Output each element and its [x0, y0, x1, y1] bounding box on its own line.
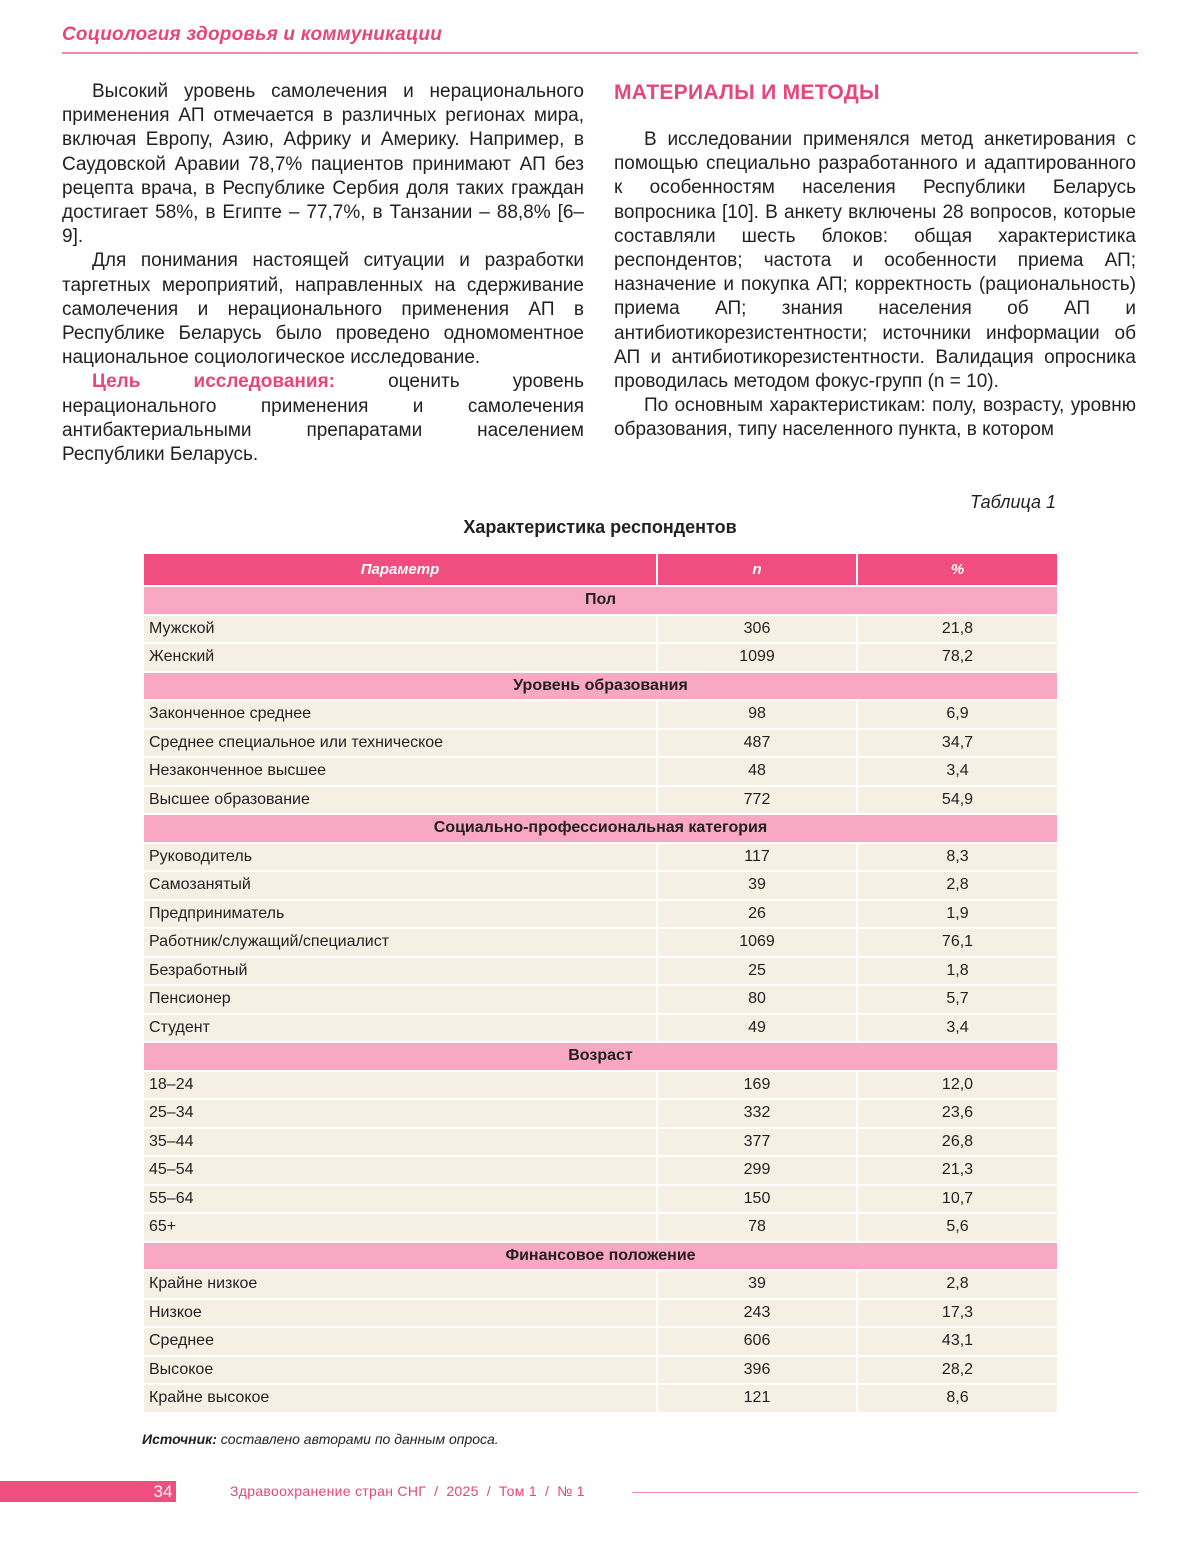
row-label: Руководитель: [144, 844, 656, 871]
table-group-row: [144, 673, 1057, 700]
table-row: [144, 616, 1057, 643]
row-n: 39: [658, 872, 856, 899]
row-label: Среднее специальное или техническое: [144, 730, 656, 757]
row-pct: 1,9: [858, 901, 1057, 928]
left-paragraph-1: Высокий уровень самолечения и нерационального применения АП отмечается в различных регионах мира, включая Европу, Азию, Африку и Америку. Например, в Саудовской Аравии 78,7% пациентов принимают АП без рецепта врача, в Республике Сербия доля таких граждан достигает 58%, в Египте – 77,7%, в Танзании – 88,8% [6–9].: [62, 81, 584, 248]
table-group-row: [144, 1043, 1057, 1070]
row-pct: 21,3: [858, 1157, 1057, 1184]
table-title: Характеристика респондентов: [463, 517, 737, 537]
goal-label: Цель исследования:: [92, 371, 335, 393]
table-row: [144, 872, 1057, 899]
footer-rule: [632, 1492, 1138, 1493]
row-label: Самозанятый: [144, 872, 656, 899]
table-group-row: [144, 587, 1057, 614]
row-label: Высокое: [144, 1357, 656, 1384]
row-pct: 8,3: [858, 844, 1057, 871]
row-pct: 26,8: [858, 1129, 1057, 1156]
row-pct: 1,8: [858, 958, 1057, 985]
table-header-row: [144, 554, 1057, 585]
row-pct: 5,6: [858, 1214, 1057, 1241]
table-row: [144, 901, 1057, 928]
row-pct: 10,7: [858, 1186, 1057, 1213]
row-pct: 3,4: [858, 1015, 1057, 1042]
row-pct: 2,8: [858, 872, 1057, 899]
table-row: [144, 787, 1057, 814]
header-n: n: [658, 554, 856, 585]
row-pct: 28,2: [858, 1357, 1057, 1384]
row-label: Незаконченное высшее: [144, 758, 656, 785]
row-label: Студент: [144, 1015, 656, 1042]
table-body: [144, 587, 1057, 1412]
row-n: 121: [658, 1385, 856, 1412]
row-pct: 23,6: [858, 1100, 1057, 1127]
table-row: [144, 1072, 1057, 1099]
table-row: [144, 1015, 1057, 1042]
table-row: [144, 1129, 1057, 1156]
row-label: Женский: [144, 644, 656, 671]
goal-text: оценить уровень нерационального применения и самолечения антибактериальными препаратами населением Республики Беларусь.: [62, 371, 584, 466]
table-row: [144, 844, 1057, 871]
row-pct: 2,8: [858, 1271, 1057, 1298]
table-row: [144, 1300, 1057, 1327]
section-heading: МАТЕРИАЛЫ И МЕТОДЫ: [614, 81, 880, 104]
table-row: [144, 644, 1057, 671]
row-label: Высшее образование: [144, 787, 656, 814]
header-pct: %: [858, 554, 1057, 585]
row-pct: 17,3: [858, 1300, 1057, 1327]
footer-issue: № 1: [557, 1483, 585, 1499]
right-paragraph-2: По основным характеристикам: полу, возрасту, уровню образования, типу населенного пункта, в котором: [614, 395, 1136, 441]
group-title: Социально-профессиональная категория: [144, 815, 1057, 842]
footer-journal-info: Здравоохранение стран СНГ / 2025 / Том 1 / № 1: [230, 1483, 585, 1499]
row-n: 243: [658, 1300, 856, 1327]
row-label: 55–64: [144, 1186, 656, 1213]
table-row: [144, 986, 1057, 1013]
row-label: 18–24: [144, 1072, 656, 1099]
row-label: Среднее: [144, 1328, 656, 1355]
source-text: составлено авторами по данным опроса.: [216, 1431, 499, 1447]
running-header: Социология здоровья и коммуникации: [62, 24, 443, 45]
footer-year: 2025: [446, 1483, 479, 1499]
header-rule: [62, 52, 1138, 54]
table-group-row: [144, 815, 1057, 842]
row-n: 78: [658, 1214, 856, 1241]
table-row: [144, 1357, 1057, 1384]
row-n: 49: [658, 1015, 856, 1042]
footer-journal: Здравоохранение стран СНГ: [230, 1483, 427, 1499]
source-label: Источник:: [142, 1431, 217, 1447]
row-pct: 8,6: [858, 1385, 1057, 1412]
row-label: 45–54: [144, 1157, 656, 1184]
row-pct: 6,9: [858, 701, 1057, 728]
table-row: [144, 701, 1057, 728]
table-row: [144, 1385, 1057, 1412]
row-n: 39: [658, 1271, 856, 1298]
footer-volume: Том 1: [498, 1483, 537, 1499]
group-title: Финансовое положение: [144, 1243, 1057, 1270]
row-label: Законченное среднее: [144, 701, 656, 728]
row-label: Пенсионер: [144, 986, 656, 1013]
row-n: 80: [658, 986, 856, 1013]
table-row: [144, 758, 1057, 785]
row-pct: 34,7: [858, 730, 1057, 757]
row-label: Крайне высокое: [144, 1385, 656, 1412]
right-column: [614, 80, 1136, 443]
row-pct: 3,4: [858, 758, 1057, 785]
row-n: 299: [658, 1157, 856, 1184]
table-row: [144, 1186, 1057, 1213]
row-label: 25–34: [144, 1100, 656, 1127]
table-row: [144, 730, 1057, 757]
row-pct: 78,2: [858, 644, 1057, 671]
row-pct: 21,8: [858, 616, 1057, 643]
row-n: 306: [658, 616, 856, 643]
row-label: Предприниматель: [144, 901, 656, 928]
table-row: [144, 1271, 1057, 1298]
row-n: 48: [658, 758, 856, 785]
row-n: 98: [658, 701, 856, 728]
row-n: 606: [658, 1328, 856, 1355]
table-row: [144, 1328, 1057, 1355]
row-label: Работник/служащий/специалист: [144, 929, 656, 956]
row-pct: 54,9: [858, 787, 1057, 814]
row-label: 65+: [144, 1214, 656, 1241]
row-pct: 43,1: [858, 1328, 1057, 1355]
right-paragraph-1: В исследовании применялся метод анкетирования с помощью специально разработанного и адаптированного к особенностям населения Республики Беларусь вопросника [10]. В анкету включены 28 вопросов, которые составляли шесть блоков: общая характеристика респондентов; частота и особенности приема АП; назначение и покупка АП; корректность (рациональность) приема АП; знания населения об АП и антибиотикорезистентности; источники информации об АП и антибиотикорезистентности. Валидация опросника проводилась методом фокус-групп (n = 10).: [614, 129, 1136, 393]
row-n: 772: [658, 787, 856, 814]
goal-paragraph: [62, 370, 584, 467]
row-n: 1069: [658, 929, 856, 956]
row-pct: 5,7: [858, 986, 1057, 1013]
row-n: 26: [658, 901, 856, 928]
group-title: Возраст: [144, 1043, 1057, 1070]
row-n: 377: [658, 1129, 856, 1156]
table-row: [144, 1214, 1057, 1241]
row-label: Мужской: [144, 616, 656, 643]
table-label: Таблица 1: [969, 492, 1056, 512]
left-column: [62, 80, 584, 467]
table-source: [142, 1431, 499, 1447]
header-param: Параметр: [144, 554, 656, 585]
table-row: [144, 958, 1057, 985]
row-n: 169: [658, 1072, 856, 1099]
table-row: [144, 1100, 1057, 1127]
row-label: Безработный: [144, 958, 656, 985]
row-n: 396: [658, 1357, 856, 1384]
table-row: [144, 929, 1057, 956]
row-pct: 76,1: [858, 929, 1057, 956]
table-group-row: [144, 1243, 1057, 1270]
group-title: Уровень образования: [144, 673, 1057, 700]
left-paragraph-2: Для понимания настоящей ситуации и разработки таргетных мероприятий, направленных на сдерживание самолечения и нерационального применения АП в Республике Беларусь было проведено одномоментное национальное социологическое исследование.: [62, 250, 584, 369]
row-n: 1099: [658, 644, 856, 671]
row-label: 35–44: [144, 1129, 656, 1156]
row-n: 332: [658, 1100, 856, 1127]
group-title: Пол: [144, 587, 1057, 614]
page-number: 34: [153, 1482, 173, 1501]
row-n: 487: [658, 730, 856, 757]
row-n: 117: [658, 844, 856, 871]
row-n: 150: [658, 1186, 856, 1213]
table-row: [144, 1157, 1057, 1184]
row-pct: 12,0: [858, 1072, 1057, 1099]
row-label: Крайне низкое: [144, 1271, 656, 1298]
respondents-table: [142, 552, 1059, 1414]
row-n: 25: [658, 958, 856, 985]
row-label: Низкое: [144, 1300, 656, 1327]
